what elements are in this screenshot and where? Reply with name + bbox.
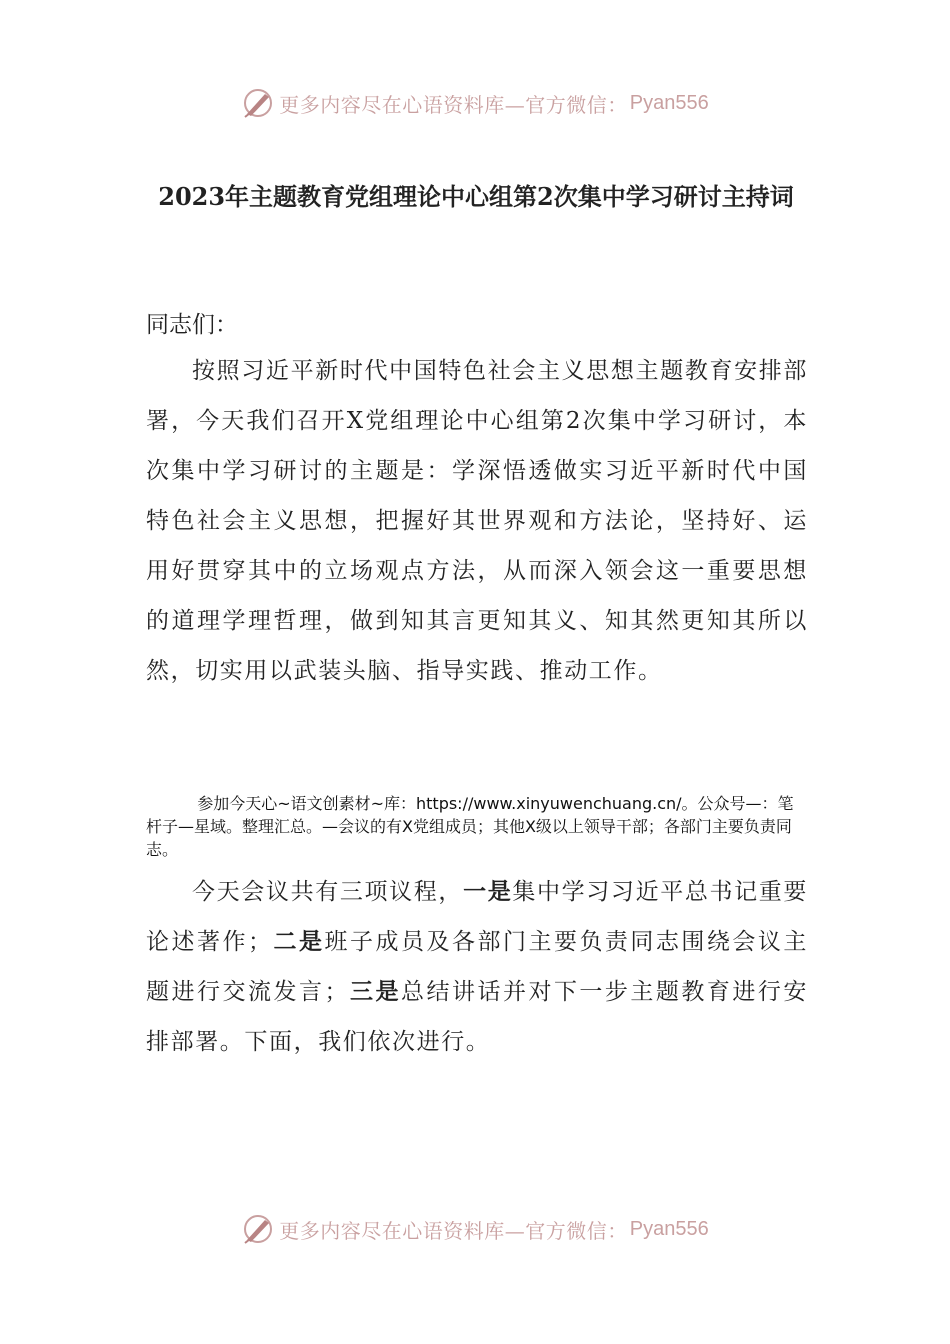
agenda-item-2-label: 二是 — [272, 928, 325, 955]
source-note: 参加今天心~语文创素材~库：https://www.xinyuwenchuang.cn/。公众号—：笔杆子—星域。整理汇总。—会议的有X党组成员；其他X级以上领导干部；各部门主要负责同志。 — [146, 794, 794, 859]
paragraph-2 — [146, 867, 808, 1067]
agenda-item-2-text: 班子成员及各部门主要负责同志围绕会议主题进行交流发言； — [146, 929, 809, 1005]
agenda-intro: 今天会议共有三项议程， — [192, 879, 464, 905]
watermark-footer — [0, 1209, 950, 1249]
watermark-wechat: Pyan556 — [629, 91, 709, 114]
agenda-item-3-text: 总结讲话并对下一步主题教育进行安排部署。下面，我们依次进行。 — [146, 979, 808, 1055]
agenda-item-1-label: 一是 — [463, 878, 513, 905]
greeting: 同志们： — [146, 312, 238, 338]
pen-logo-icon — [241, 1212, 275, 1246]
agenda-item-1-text: 集中学习习近平总书记重要论述著作； — [146, 879, 809, 955]
paragraph-1: 按照习近平新时代中国特色社会主义思想主题教育安排部署，今天我们召开X党组理论中心组第2次集中学习研讨，本次集中学习研讨的主题是：学深悟透做实习近平新时代中国特色社会主义思想，把握好其世界观和方法论，坚持好、运用好贯穿其中的立场观点方法，从而深入领会这一重要思想的道理学理哲理，做到知其言更知其义、知其然更知其所以然，切实用以武装头脑、指导实践、推动工作。 — [146, 358, 808, 684]
watermark-text: 更多内容尽在心语资料库—官方微信： — [279, 1218, 628, 1243]
agenda-item-3-label: 三是 — [349, 978, 401, 1005]
pen-logo-icon — [241, 86, 275, 120]
watermark-header — [0, 83, 950, 123]
document-title: 2023年主题教育党组理论中心组第2次集中学习研讨主持词 — [158, 182, 794, 211]
watermark-text: 更多内容尽在心语资料库—官方微信： — [279, 92, 628, 117]
watermark-wechat: Pyan556 — [629, 1217, 709, 1240]
